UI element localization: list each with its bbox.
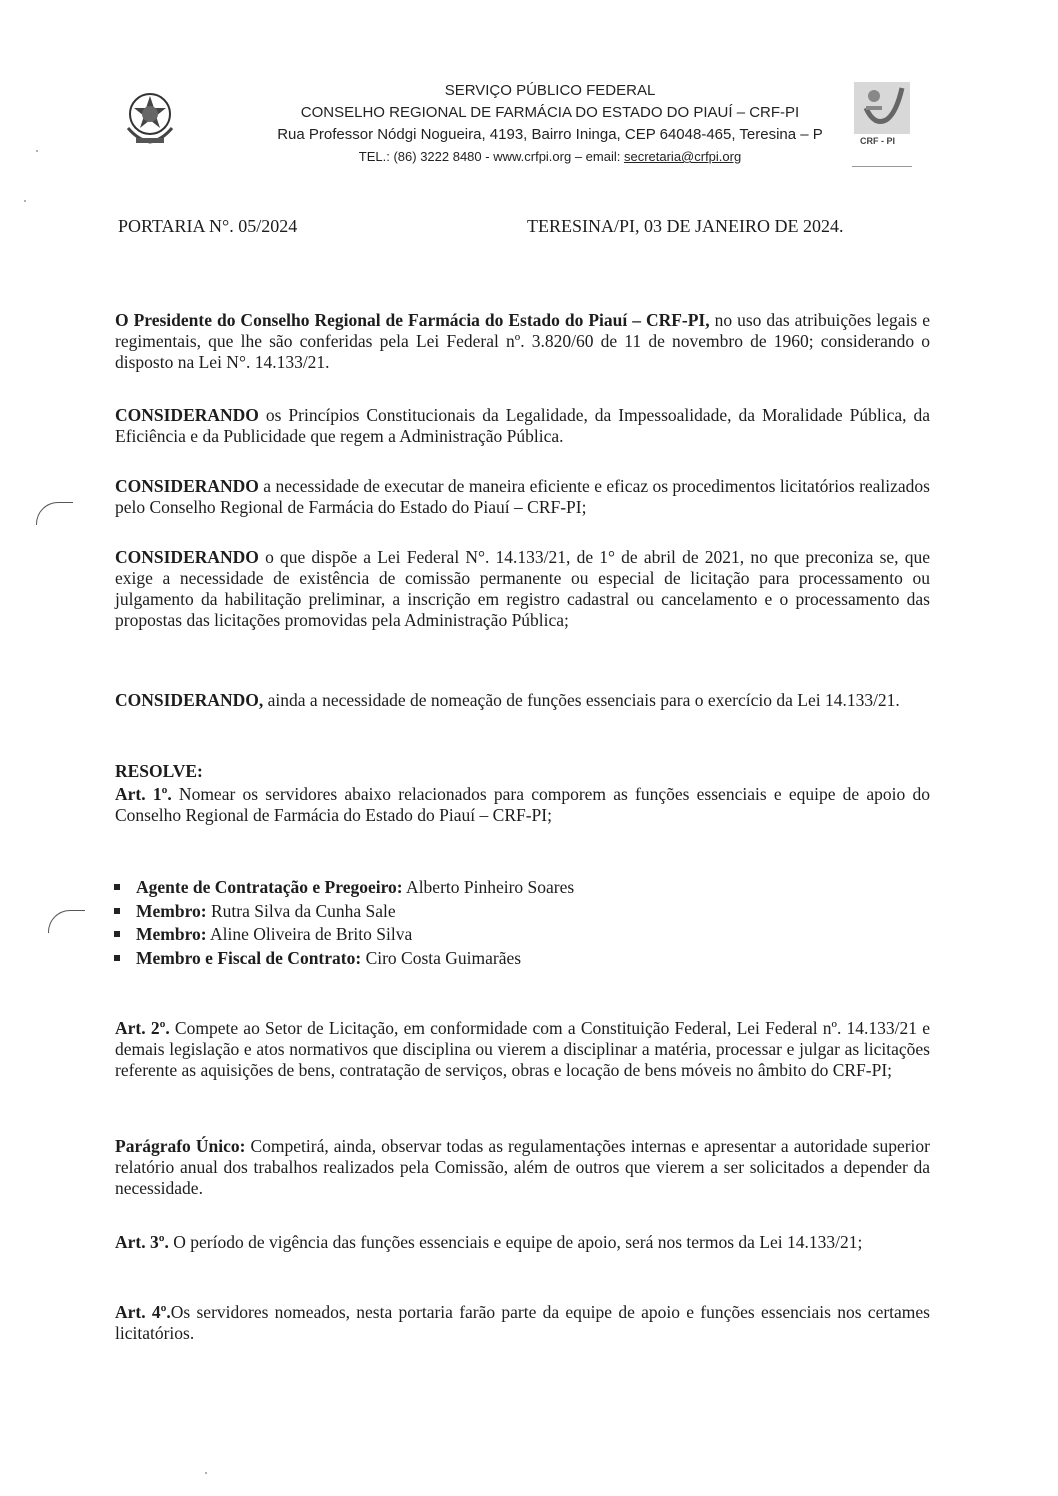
article-3-label: Art. 3º. xyxy=(115,1232,169,1252)
header-contact-text: TEL.: (86) 3222 8480 - www.crfpi.org – email: xyxy=(358,149,624,164)
considerando-label: CONSIDERANDO xyxy=(115,405,259,425)
header-contact xyxy=(230,146,870,168)
considerando-4 xyxy=(115,690,930,711)
paragrafo-unico-label: Parágrafo Único: xyxy=(115,1136,246,1156)
letterhead xyxy=(110,80,910,190)
article-4-text: Os servidores nomeados, nesta portaria farão parte da equipe de apoio e funções essenciais nos certames licitatórios. xyxy=(115,1302,930,1343)
article-2-label: Art. 2º. xyxy=(115,1018,170,1038)
article-1 xyxy=(115,784,930,826)
member-name: Alberto Pinheiro Soares xyxy=(402,877,575,897)
member-role: Membro: xyxy=(136,924,207,944)
article-2-text: Compete ao Setor de Licitação, em conformidade com a Constituição Federal, Lei Federal nº. 14.133/21 e demais legislação e atos normativos que disciplina ou vierem a disciplinar a matéria, processar e julgar as licitações referente as aquisições de bens, contratação de serviços, obras e locação de bens móveis no âmbito do CRF-PI; xyxy=(115,1018,930,1080)
members-list xyxy=(112,876,872,970)
email-link[interactable]: secretaria@crfpi.org xyxy=(623,149,742,164)
member-role: Membro: xyxy=(136,900,207,921)
article-3 xyxy=(115,1232,930,1253)
member-name: Rutra Silva da Cunha Sale xyxy=(206,900,396,921)
bullet-icon xyxy=(114,955,120,961)
list-item xyxy=(112,900,872,924)
intro-bold: O Presidente do Conselho Regional de Farmácia do Estado do Piauí – CRF-PI, xyxy=(115,310,710,330)
paragrafo-unico-text: Competirá, ainda, observar todas as regulamentações internas e apresentar a autoridade superior relatório anual dos trabalhos realizados pela Comissão, além de outros que vierem a ser solicitados a depender da necessidade. xyxy=(115,1136,930,1198)
bullet-icon xyxy=(114,884,120,890)
member-name: Ciro Costa Guimarães xyxy=(361,947,522,968)
considerando-label: CONSIDERANDO xyxy=(115,476,259,496)
crf-pi-logo xyxy=(852,80,922,160)
member-role: Membro e Fiscal de Contrato: xyxy=(136,947,362,968)
scan-speck xyxy=(36,150,38,152)
article-1-text: Nomear os servidores abaixo relacionados para comporem as funções essenciais e equipe de apoio do Conselho Regional de Farmácia do Estado do Piauí – CRF-PI; xyxy=(115,784,930,825)
considerando-label: CONSIDERANDO xyxy=(115,547,259,567)
list-item xyxy=(112,923,872,947)
logo-label: CRF - PI xyxy=(860,136,895,146)
scan-speck xyxy=(24,200,26,202)
considerando-1 xyxy=(115,405,930,447)
member-role: Agente de Contratação e Pregoeiro: xyxy=(136,877,403,897)
article-4 xyxy=(115,1302,930,1344)
header-line-2: CONSELHO REGIONAL DE FARMÁCIA DO ESTADO DO PIAUÍ – CRF-PI xyxy=(300,104,800,121)
punch-hole-mark xyxy=(36,502,73,525)
paragrafo-unico xyxy=(115,1136,930,1199)
intro-text: no uso das atribuições legais e regimentais, que lhe são conferidas pela Lei Federal nº. 3.820/60 de 11 de novembro de 1960; considerando o disposto na Lei N°. 14.133/21. xyxy=(115,310,930,372)
list-item xyxy=(112,876,872,900)
scan-speck xyxy=(205,1472,207,1474)
resolve-heading xyxy=(115,761,930,782)
intro-paragraph xyxy=(115,310,930,373)
considerando-3-text: o que dispõe a Lei Federal N°. 14.133/21, de 1° de abril de 2021, no que preconiza se, que exige a necessidade de existência de comissão permanente ou especial de licitação para processamento ou julgamento da habilitação preliminar, a inscrição em registro cadastral ou cancelamento e o processamento das propostas das licitações promovidas pela Administração Pública; xyxy=(115,547,930,630)
member-name: Aline Oliveira de Brito Silva xyxy=(206,924,413,944)
letterhead-text xyxy=(230,80,870,168)
article-2 xyxy=(115,1018,930,1081)
brazil-coat-of-arms-icon xyxy=(118,84,182,148)
considerando-3 xyxy=(115,547,930,631)
portaria-number: PORTARIA N°. 05/2024 xyxy=(118,216,298,236)
header-line-1: SERVIÇO PÚBLICO FEDERAL xyxy=(444,82,656,99)
punch-hole-mark xyxy=(48,910,85,933)
considerando-2-text: a necessidade de executar de maneira eficiente e eficaz os procedimentos licitatórios realizados pelo Conselho Regional de Farmácia do Estado do Piauí – CRF-PI; xyxy=(115,476,930,517)
considerando-label: CONSIDERANDO, xyxy=(115,690,264,710)
considerando-1-text: os Princípios Constitucionais da Legalidade, da Impessoalidade, da Moralidade Pública, da Eficiência e da Publicidade que regem a Administração Pública. xyxy=(115,405,930,446)
header-address: Rua Professor Nódgi Nogueira, 4193, Bairro Ininga, CEP 64048-465, Teresina – P xyxy=(277,126,823,143)
article-3-text: O período de vigência das funções essenciais e equipe de apoio, será nos termos da Lei 14.133/21; xyxy=(168,1232,863,1252)
document-date: TERESINA/PI, 03 DE JANEIRO DE 2024. xyxy=(527,216,844,236)
article-4-label: Art. 4º. xyxy=(115,1302,171,1322)
considerando-2 xyxy=(115,476,930,518)
considerando-4-text: ainda a necessidade de nomeação de funções essenciais para o exercício da Lei 14.133/21. xyxy=(263,690,900,710)
list-item xyxy=(112,947,872,971)
header-divider xyxy=(852,166,912,167)
resolve-label: RESOLVE: xyxy=(115,761,203,781)
bullet-icon xyxy=(114,931,120,937)
article-1-label: Art. 1º. xyxy=(115,784,172,804)
bullet-icon xyxy=(114,908,120,914)
